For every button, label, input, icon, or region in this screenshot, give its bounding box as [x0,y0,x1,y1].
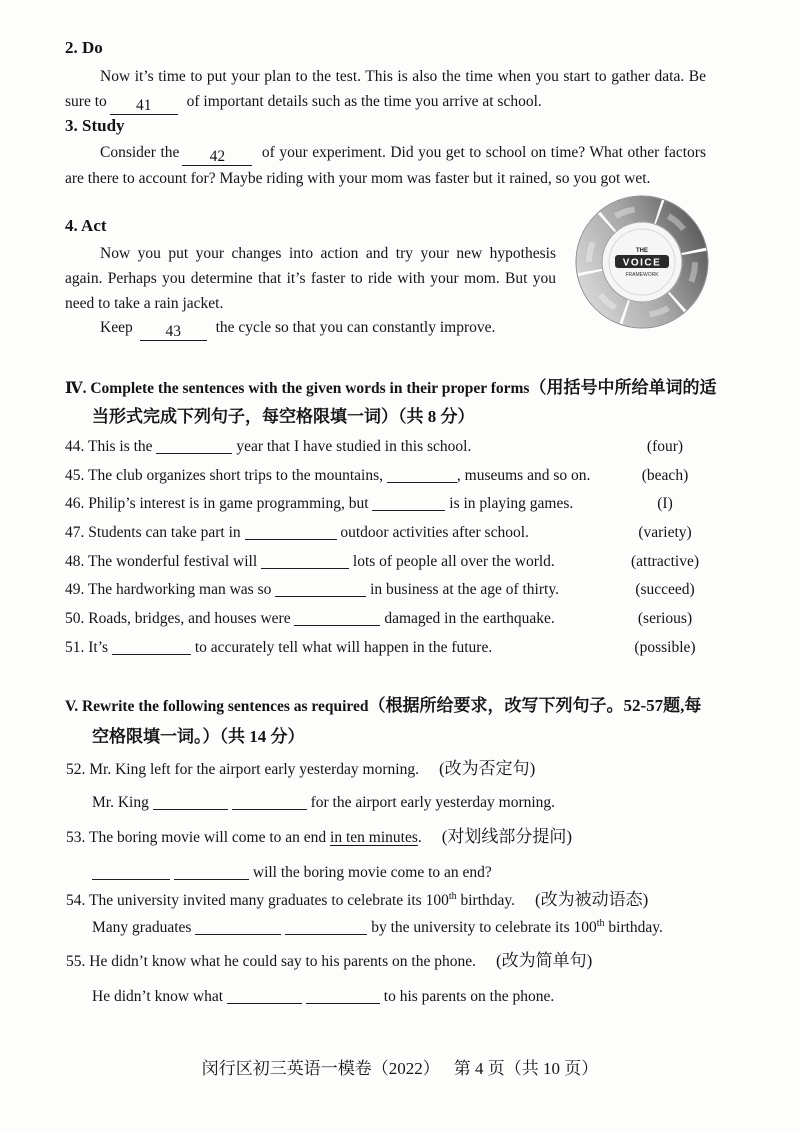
question-number: 45. [65,466,88,484]
section-iv-title: Ⅳ. Complete the sentences with the given words in their proper forms [65,380,530,397]
figure-label-voice: VOICE [622,257,662,269]
figure-label-the: THE [636,248,648,254]
voice-framework-figure [572,194,712,330]
question-number: 54. [66,892,89,909]
answer-blank [245,525,337,540]
word-hint: (beach) [641,466,689,484]
blank-41: 41 [110,97,178,115]
underlined-phrase: in ten minutes [330,829,418,846]
answer-blank [306,989,380,1004]
word-hint: (I) [657,495,673,513]
heading-do: 2. Do [65,38,103,57]
question-text-end: damaged in the earthquake. [380,610,555,628]
answer-text-middle: by the university to celebrate its 100 [367,919,597,936]
answer-55 [92,984,554,1010]
question-text-end: to accurately tell what will happen in the future. [190,638,493,656]
question-sentence-end: birthday. [456,892,516,909]
question-number: 47. [65,524,89,542]
question-sentence: He didn’t know what he could say to his parents on the phone. [89,953,476,970]
answer-blank [195,920,281,935]
figure-label-framework: FRAMEWORK [625,272,659,278]
word-hint: (attractive) [631,552,699,570]
answer-blank [227,989,302,1004]
question-text-end: lots of people all over the world. [349,552,555,570]
question-text-end: year that I have studied in this school. [232,438,472,455]
section-v-score: （共 14 分） [219,727,305,746]
question-48 [65,548,715,577]
rewrite-instruction: (改为简单句) [495,951,593,970]
answer-blank [153,795,228,810]
paragraph-act: Now you put your changes into action and try your new hypothesis again. Perhaps you determine that it’s faster to ride with your mom. But you need to take a rain jacket. [65,245,556,312]
answer-blank [174,865,249,880]
section-iv-instruction: （用括号中所给单词的适当形式完成下列句子，每空格限填一词） [92,378,717,426]
question-44 [65,433,715,462]
answer-blank [387,468,457,483]
paragraph-study-text-end: of your experiment. Did you get to school on time? What other factors are there to account for? Maybe riding with your mom was faster but it rained, so you got wet. [65,144,706,187]
question-number: 52. [66,761,90,778]
rewrite-instruction: (改为被动语态) [535,890,649,909]
answer-blank [275,582,366,597]
rewrite-instruction: (对划线部分提问) [441,827,573,846]
section-iv-list [65,433,715,663]
paragraph-study [65,140,706,191]
exam-title: 闵行区初三英语一模卷（2022） [201,1059,440,1078]
question-45 [65,462,715,491]
question-text-end: outdoor activities after school. [336,524,529,542]
word-hint: (variety) [638,524,692,542]
question-sentence-end: . [417,829,422,846]
answer-blank [232,795,307,810]
paragraph-do [65,64,706,115]
question-50 [65,605,715,634]
question-53 [66,824,572,851]
question-49 [65,576,715,605]
question-sentence: The university invited many graduates to celebrate its 100 [88,892,449,909]
question-sentence: The boring movie will come to an end [88,829,331,846]
answer-blank [294,611,380,626]
paragraph-study-text: Consider the [100,144,180,161]
answer-blank [285,920,367,935]
heading-study: 3. Study [65,116,125,135]
answer-53 [92,860,492,886]
heading-act: 4. Act [65,216,107,235]
question-text: Philip’s interest is in game programming, but [88,495,373,513]
section-v-heading [65,691,717,753]
answer-text-end: will the boring movie come to an end? [249,864,492,881]
question-number: 44. [65,438,88,455]
question-47 [65,519,715,548]
question-54 [66,887,648,914]
answer-text-end: for the airport early yesterday morning. [306,794,556,811]
question-text-end: is in playing games. [445,495,574,513]
page-number: 第 4 页（共 10 页） [453,1059,599,1078]
question-number: 50. [65,610,89,628]
answer-text: Mr. King [92,794,153,811]
question-51 [65,634,715,663]
ordinal-suffix: th [448,891,457,902]
answer-blank [261,554,349,569]
word-hint: (serious) [637,610,693,628]
question-text-end: in business at the age of thirty. [366,581,559,599]
section-v-instruction: （根据所给要求，改写下列句子。52-57题,每空格限填一词。） [92,696,702,746]
answer-text-end: birthday. [604,919,663,936]
word-hint: (possible) [634,638,696,656]
page-footer [0,1056,800,1082]
question-number: 49. [65,581,88,599]
question-number: 53. [66,829,89,846]
question-number: 55. [66,953,90,970]
paragraph-do-text: Now it’s time to put your plan to the test. This is also the time when you start to gather data. Be sure to [65,68,706,110]
question-number: 48. [65,552,88,570]
question-text: Roads, bridges, and houses were [88,610,295,628]
answer-text: Many graduates [92,919,196,936]
answer-text: He didn’t know what [92,988,227,1005]
answer-54 [92,915,663,941]
answer-52 [92,790,555,816]
ordinal-suffix: th [596,918,605,929]
word-hint: (succeed) [635,581,695,599]
keep-text: Keep [100,319,133,336]
section-v-title: V. Rewrite the following sentences as required [65,698,369,715]
question-text: The club organizes short trips to the mountains, [87,466,387,484]
answer-blank [156,439,232,454]
answer-blank [372,496,445,511]
blank-42: 42 [182,148,252,166]
question-number: 46. [65,495,89,513]
blank-43: 43 [140,323,207,341]
question-number: 51. [65,638,89,656]
question-text: Students can take part in [88,524,245,542]
section-iv-score: （共 8 分） [398,407,475,426]
paragraph-keep [100,315,495,341]
question-text: This is the [87,438,157,455]
question-text: The wonderful festival will [87,552,262,570]
question-55 [66,948,592,975]
question-text: The hardworking man was so [87,581,276,599]
answer-blank [112,640,191,655]
section-iv-heading [65,374,717,432]
word-hint: (four) [646,438,684,455]
answer-blank [92,865,170,880]
keep-text-end: the cycle so that you can constantly improve. [211,319,496,336]
rewrite-instruction: (改为否定句) [438,759,536,778]
question-text: It’s [88,638,112,656]
question-text-end: , museums and so on. [456,466,591,484]
question-52 [66,756,535,783]
answer-text-end: to his parents on the phone. [379,988,555,1005]
question-sentence: Mr. King left for the airport early yesterday morning. [89,761,419,778]
paragraph-do-text-end: of important details such as the time you arrive at school. [182,93,542,110]
question-46 [65,490,715,519]
